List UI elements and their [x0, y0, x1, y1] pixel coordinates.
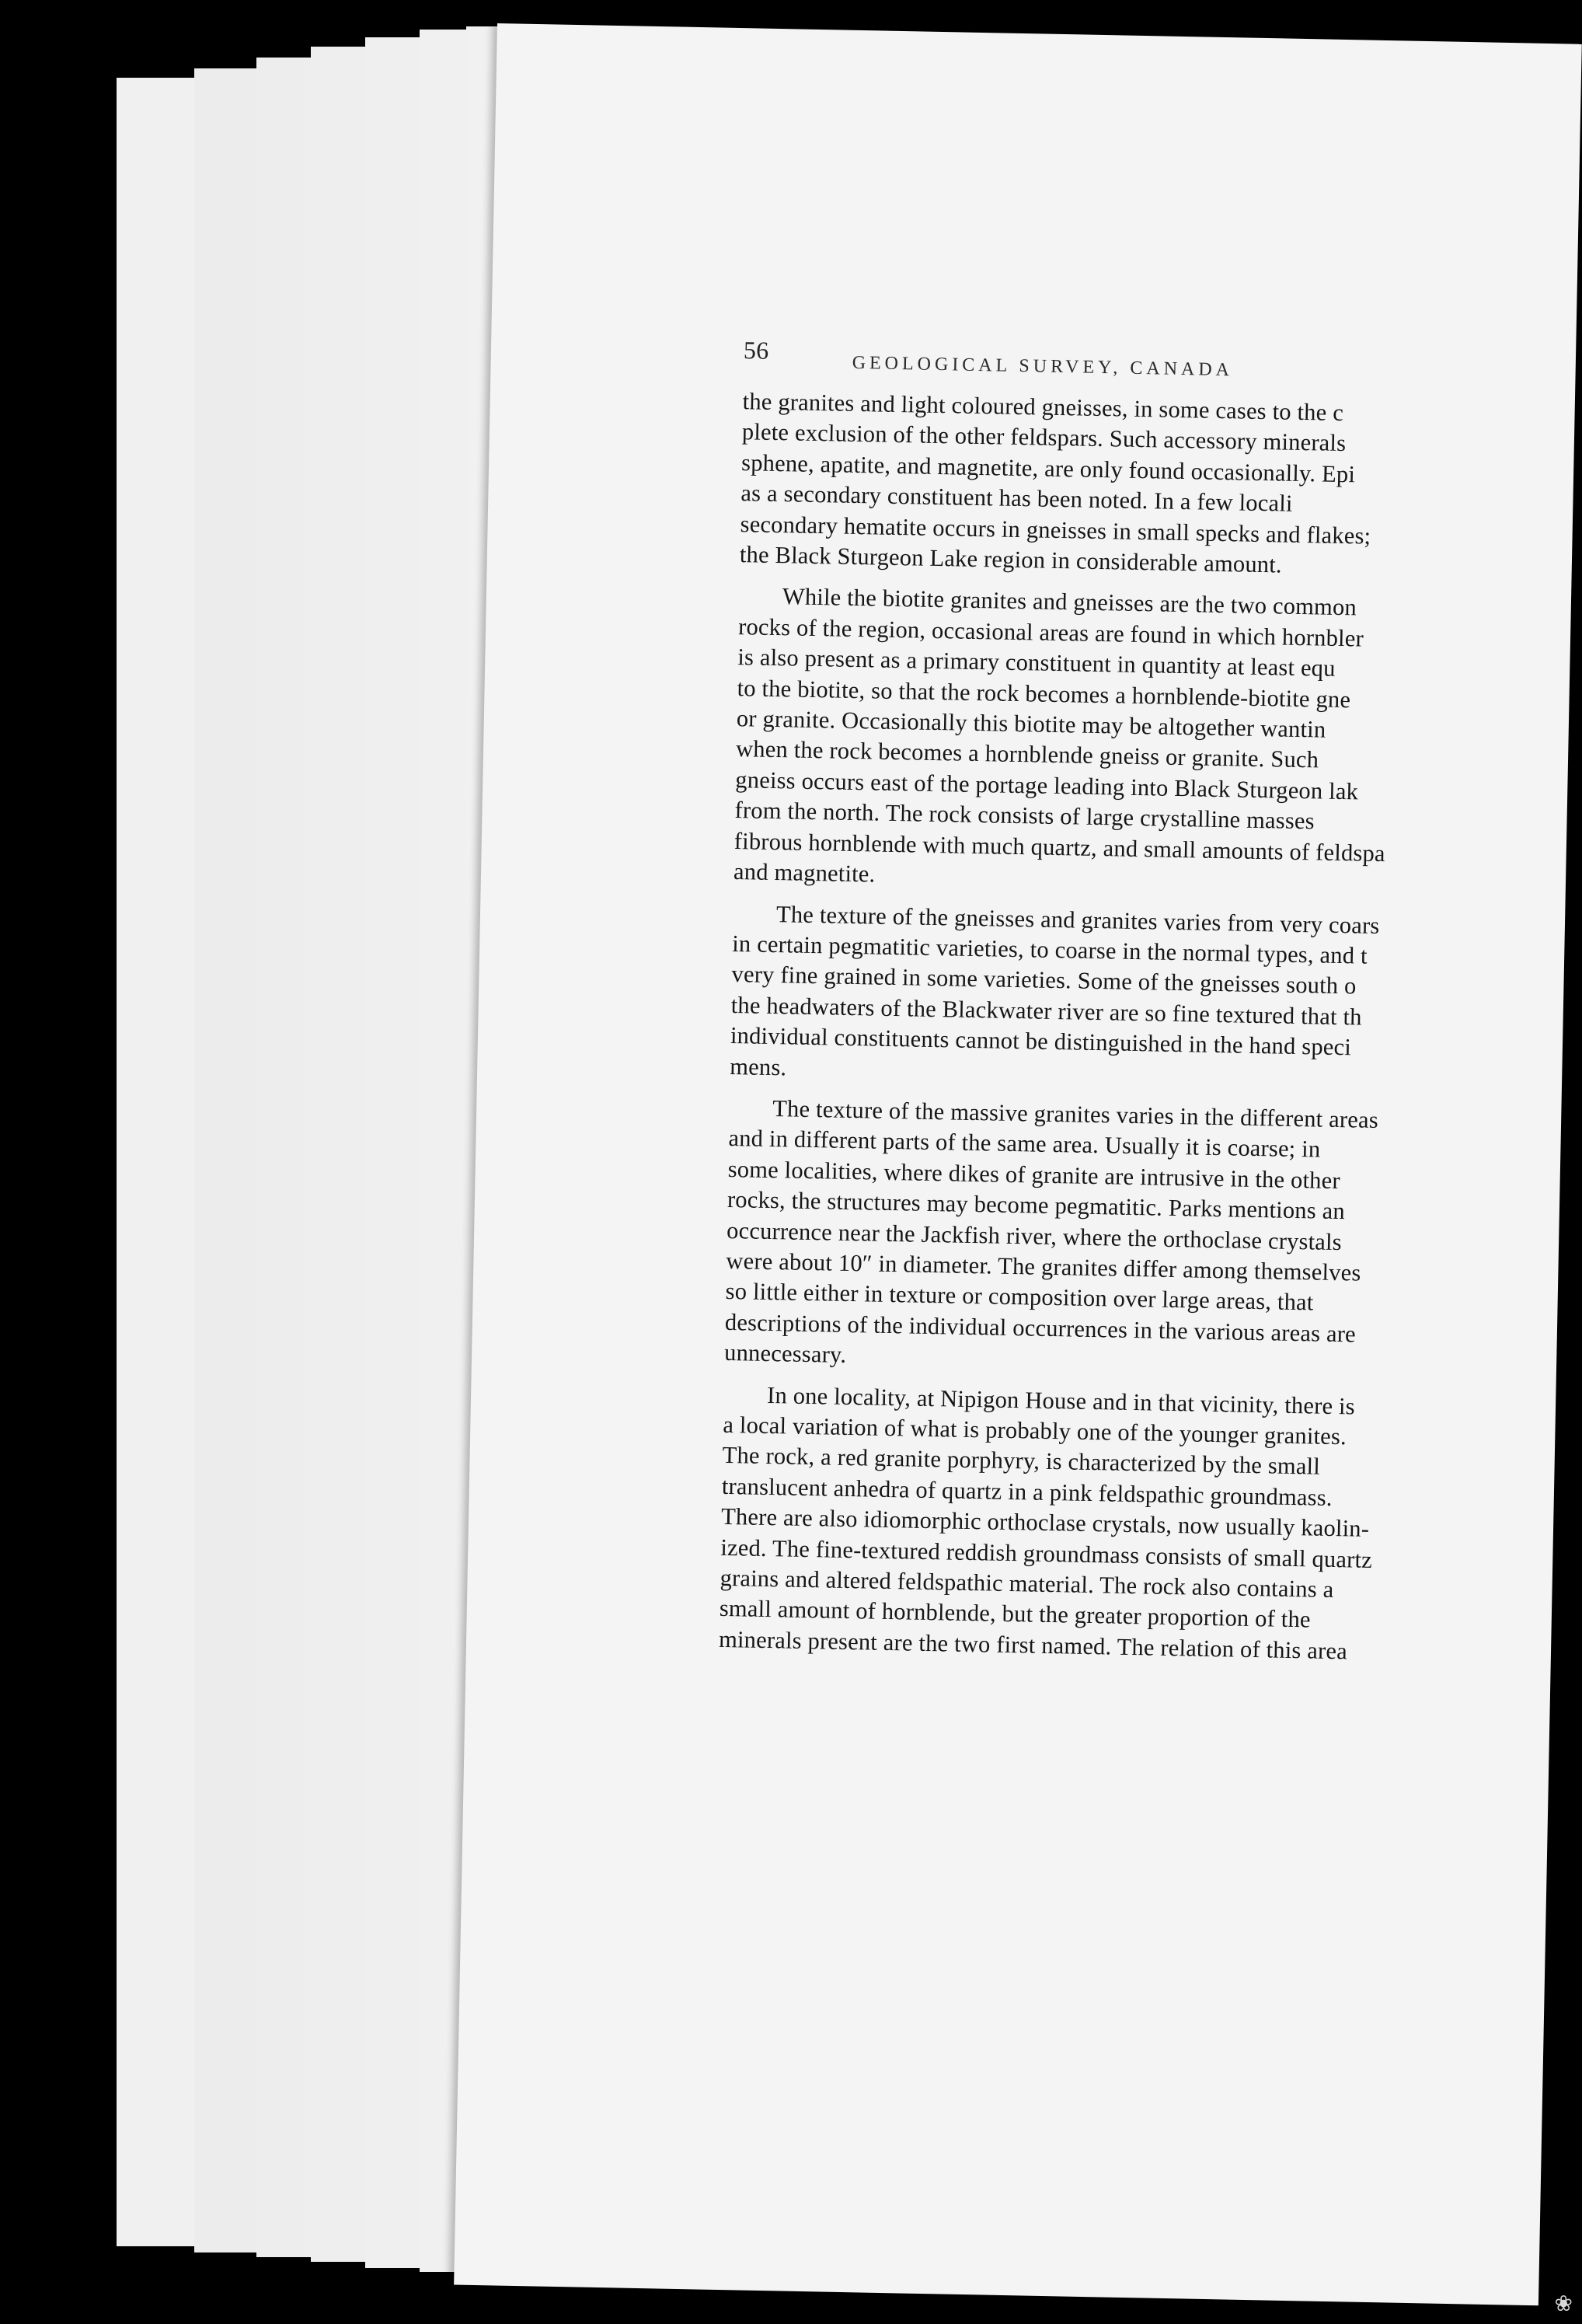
paragraph: [730, 899, 1582, 1099]
text-line: secondary hematite occurs in gneisses in small specks and flakes;: [740, 510, 1371, 550]
text-line: rocks of the region, occasional areas are found in which hornbler: [737, 612, 1364, 652]
text-line: some localities, where dikes of granite are intrusive in the other: [727, 1155, 1341, 1194]
book-page: [454, 23, 1582, 2305]
body-text: [719, 386, 1582, 1672]
text-line: from the north. The rock consists of large crystalline masses: [734, 797, 1315, 835]
text-line: the Black Sturgeon Lake region in considerable amount.: [739, 541, 1283, 578]
text-line: grains and altered feldspathic material. The rock also contains a: [720, 1564, 1334, 1603]
running-head: GEOLOGICAL SURVEY, CANADA: [852, 352, 1234, 381]
text-line: the granites and light coloured gneisses, in some cases to the c: [742, 388, 1344, 426]
text-line: While the biotite granites and gneisses are the two common: [782, 583, 1357, 621]
text-line: The rock, a red granite porphyry, is characterized by the small: [722, 1442, 1321, 1481]
text-line: mens.: [729, 1052, 787, 1080]
paragraph: [740, 386, 1582, 587]
text-line: and in different parts of the same area. Usually it is coarse; in: [728, 1125, 1321, 1163]
text-line: the headwaters of the Blackwater river are so fine textured that th: [730, 991, 1362, 1031]
text-line: fibrous hornblende with much quartz, and small amounts of feldspa: [734, 827, 1386, 867]
text-line: in certain pegmatitic varieties, to coarse in the normal types, and t: [732, 930, 1368, 969]
text-line: gneiss occurs east of the portage leading into Black Sturgeon lak: [735, 766, 1359, 805]
text-line: minerals present are the two first named. The relation of this area: [718, 1625, 1348, 1665]
paragraph: [724, 1093, 1582, 1386]
page-text: [718, 335, 1582, 1665]
text-line: occurrence near the Jackfish river, where the orthoclase crystals: [726, 1216, 1343, 1255]
text-line: There are also idiomorphic orthoclase crystals, now usually kaolin-: [720, 1503, 1370, 1543]
text-line: sphene, apatite, and magnetite, are only found occasionally. Epi: [740, 448, 1356, 488]
text-line: individual constituents cannot be distinguished in the hand speci: [730, 1022, 1352, 1061]
scan-corner-mark: ❀: [1554, 2291, 1573, 2316]
text-line: a local variation of what is probably one of the younger granites.: [723, 1411, 1347, 1450]
text-line: ized. The fine-textured reddish groundmass consists of small quartz: [720, 1534, 1373, 1573]
text-line: were about 10″ in diameter. The granites differ among themselves: [726, 1247, 1361, 1286]
text-line: very fine grained in some varieties. Some of the gneisses south o: [731, 961, 1357, 1000]
text-line: descriptions of the individual occurrences in the various areas are: [724, 1308, 1357, 1348]
text-line: The texture of the massive granites varies in the different areas: [772, 1094, 1379, 1133]
paragraph: [734, 581, 1582, 905]
text-line: when the rock becomes a hornblende gneiss or granite. Such: [735, 735, 1319, 773]
text-line: unnecessary.: [723, 1339, 847, 1369]
text-line: small amount of hornblende, but the greater proportion of the: [719, 1595, 1312, 1633]
paragraph: [719, 1380, 1582, 1673]
text-line: to the biotite, so that the rock becomes a hornblende-biotite gne: [737, 674, 1351, 713]
text-line: In one locality, at Nipigon House and in that vicinity, there is: [766, 1381, 1356, 1420]
text-line: so little either in texture or composition over large areas, that: [725, 1278, 1314, 1316]
text-line: as a secondary constituent has been noted. In a few locali: [740, 480, 1293, 517]
text-line: translucent anhedra of quartz in a pink feldspathic groundmass.: [721, 1472, 1333, 1511]
text-line: or granite. Occasionally this biotite may be altogether wantin: [736, 705, 1326, 743]
text-line: and magnetite.: [733, 858, 876, 888]
text-line: rocks, the structures may become pegmatitic. Parks mentions an: [727, 1186, 1346, 1225]
text-line: plete exclusion of the other feldspars. Such accessory minerals: [741, 418, 1347, 457]
page-number: 56: [743, 336, 769, 365]
text-line: is also present as a primary constituent in quantity at least equ: [737, 644, 1336, 682]
text-line: The texture of the gneisses and granites varies from very coars: [775, 900, 1380, 939]
